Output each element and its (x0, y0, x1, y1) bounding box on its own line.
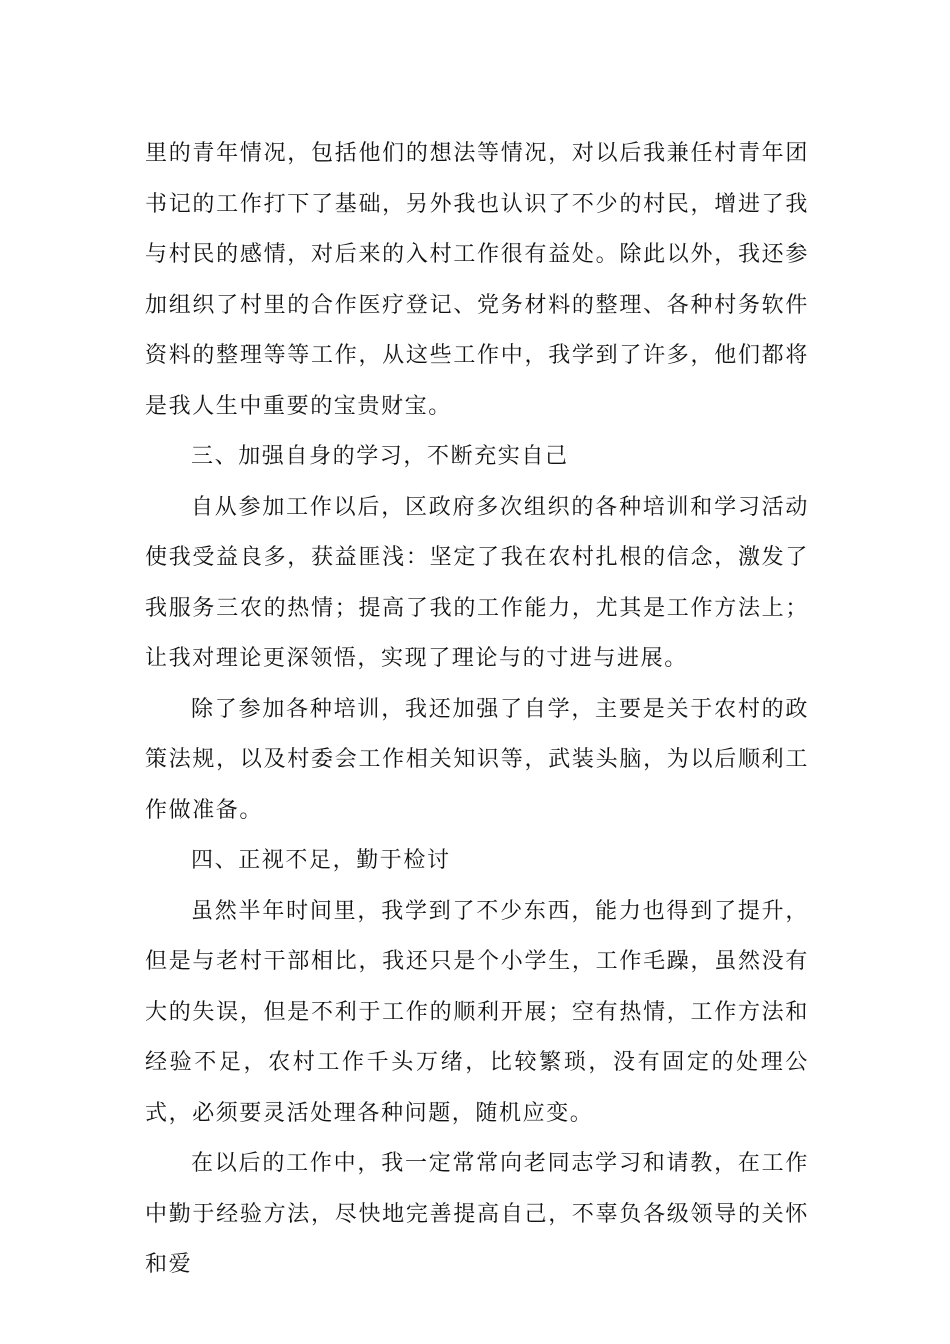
document-body (145, 129, 809, 1291)
paragraph-continuation: 里的青年情况，包括他们的想法等情况，对以后我兼任村青年团书记的工作打下了基础，另外我也认识了不少的村民，增进了我与村民的感情，对后来的入村工作很有益处。除此以外，我还参加组织了村里的合作医疗登记、党务材料的整理、各种村务软件资料的整理等等工作，从这些工作中，我学到了许多，他们都将是我人生中重要的宝贵财宝。 (145, 141, 809, 419)
paragraph-training: 自从参加工作以后，区政府多次组织的各种培训和学习活动使我受益良多，获益匪浅：坚定了我在农村扎根的信念，激发了我服务三农的热情；提高了我的工作能力，尤其是工作方法上；让我对理论更深领悟，实现了理论与的寸进与进展。 (145, 494, 809, 671)
paragraph-future-work: 在以后的工作中，我一定常常向老同志学习和请教，在工作中勤于经验方法，尽快地完善提高自己，不辜负各级领导的关怀和爱 (145, 1151, 809, 1277)
section-heading-4: 四、正视不足，勤于检讨 (191, 848, 451, 873)
paragraph-self-study: 除了参加各种培训，我还加强了自学，主要是关于农村的政策法规，以及村委会工作相关知识等，武装头脑，为以后顺利工作做准备。 (145, 696, 809, 823)
paragraph-shortcomings: 虽然半年时间里，我学到了不少东西，能力也得到了提升，但是与老村干部相比，我还只是个小学生，工作毛躁，虽然没有大的失误，但是不利于工作的顺利开展；空有热情，工作方法和经验不足，农村工作千头万绪，比较繁琐，没有固定的处理公式，必须要灵活处理各种问题，随机应变。 (145, 898, 809, 1126)
section-heading-3: 三、加强自身的学习，不断充实自己 (191, 444, 569, 469)
